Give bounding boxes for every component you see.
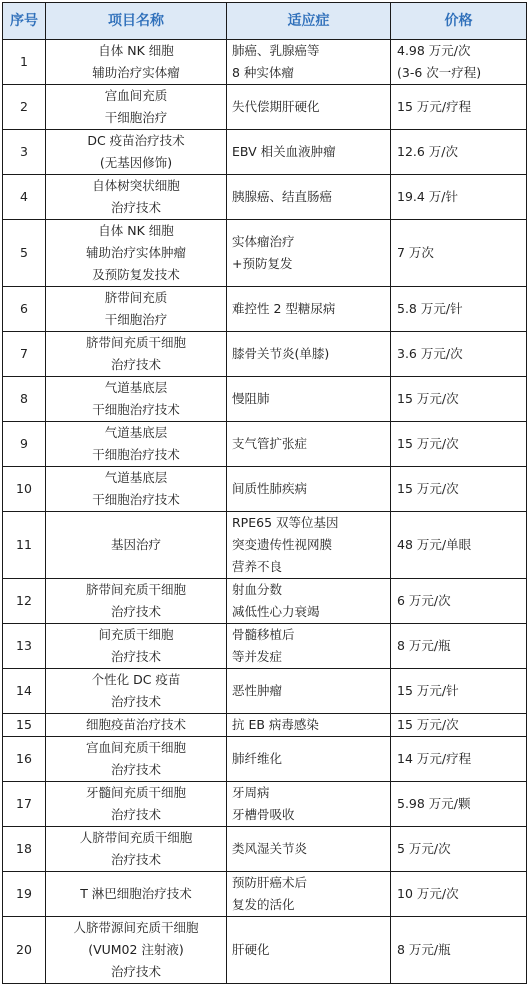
price-cell [391,422,527,467]
price-cell [391,624,527,669]
indication-cell-line: 营养不良 [232,559,283,574]
indication-cell-line: 肺癌、乳腺癌等 [232,43,320,58]
row-index: 11 [3,512,46,579]
indication-cell [227,714,391,737]
indication-cell [227,85,391,130]
table-row [3,872,527,917]
indication-cell-line: 实体瘤治疗 [232,234,295,249]
row-index: 5 [3,220,46,287]
project-name-cell [46,40,227,85]
price-cell [391,467,527,512]
row-index: 6 [3,287,46,332]
price-cell-line: 19.4 万/针 [397,189,459,204]
indication-cell-line: 骨髓移植后 [232,627,295,642]
header-price: 价格 [391,3,527,40]
header-project-name: 项目名称 [46,3,227,40]
project-name-cell [46,782,227,827]
project-name-cell-line: 辅助治疗实体肿瘤 [85,245,186,260]
table-row [3,669,527,714]
project-name-cell-line: 治疗技术 [110,852,161,867]
project-name-cell-line: 治疗技术 [110,807,161,822]
price-cell-line: 15 万元/针 [397,683,459,698]
indication-cell-line: RPE65 双等位基因 [232,515,339,530]
price-cell [391,827,527,872]
row-index: 10 [3,467,46,512]
price-cell [391,377,527,422]
project-name-cell-line: 气道基底层 [104,380,168,395]
project-name-cell [46,624,227,669]
price-cell-line: 48 万元/单眼 [397,537,472,552]
price-cell [391,220,527,287]
table-row [3,422,527,467]
price-cell-line: (3-6 次一疗程) [397,65,482,80]
project-name-cell [46,175,227,220]
project-name-cell-line: 脐带间充质干细胞 [85,582,186,597]
project-name-cell-line: 脐带间充质 [104,290,168,305]
table-row [3,512,527,579]
project-name-cell-line: 脐带间充质干细胞 [85,335,186,350]
table-row [3,624,527,669]
price-cell [391,872,527,917]
indication-cell-line: 难控性 2 型糖尿病 [232,301,336,316]
indication-cell-line: 慢阻肺 [232,391,270,406]
indication-cell-line: 牙周病 [232,785,270,800]
header-indication: 适应症 [227,3,391,40]
price-cell-line: 14 万元/疗程 [397,751,472,766]
indication-cell [227,827,391,872]
price-cell-line: 7 万次 [397,245,434,260]
project-name-cell-line: 人脐带间充质干细胞 [79,830,193,845]
indication-cell [227,512,391,579]
indication-cell-line: 肝硬化 [232,942,270,957]
indication-cell [227,579,391,624]
price-cell [391,782,527,827]
table-row [3,40,527,85]
project-name-cell [46,872,227,917]
table-row [3,377,527,422]
price-cell [391,512,527,579]
price-cell [391,917,527,984]
indication-cell [227,175,391,220]
price-cell-line: 12.6 万/次 [397,144,459,159]
table-row [3,467,527,512]
indication-cell [227,332,391,377]
row-index: 13 [3,624,46,669]
table-row [3,579,527,624]
price-cell [391,332,527,377]
project-name-cell-line: 治疗技术 [110,964,161,979]
project-name-cell-line: 治疗技术 [110,694,161,709]
project-name-cell [46,714,227,737]
project-name-cell-line: 宫血间充质 [104,88,168,103]
project-name-cell [46,512,227,579]
indication-cell [227,40,391,85]
price-cell [391,40,527,85]
row-index: 12 [3,579,46,624]
project-name-cell [46,467,227,512]
project-name-cell-line: 治疗技术 [110,357,161,372]
table-body [3,40,527,984]
row-index: 14 [3,669,46,714]
row-index: 1 [3,40,46,85]
price-cell-line: 5.98 万元/颗 [397,796,471,811]
project-name-cell-line: 基因治疗 [110,537,161,552]
header-index: 序号 [3,3,46,40]
indication-cell-line: 牙槽骨吸收 [232,807,295,822]
indication-cell-line: 肺纤维化 [232,751,283,766]
indication-cell-line: 突变遗传性视网膜 [232,537,333,552]
indication-cell [227,624,391,669]
project-name-cell-line: 治疗技术 [110,200,161,215]
project-name-cell-line: 干细胞治疗技术 [92,492,180,507]
project-name-cell-line: 治疗技术 [110,649,161,664]
indication-cell [227,737,391,782]
project-name-cell-line: DC 疫苗治疗技术 [87,133,185,148]
row-index: 17 [3,782,46,827]
project-name-cell-line: 气道基底层 [104,470,168,485]
indication-cell [227,467,391,512]
project-name-cell [46,422,227,467]
project-name-cell-line: 治疗技术 [110,762,161,777]
project-name-cell [46,287,227,332]
price-cell-line: 6 万元/次 [397,593,451,608]
table-row [3,782,527,827]
project-name-cell-line: 及预防复发技术 [92,267,180,282]
price-cell-line: 8 万元/瓶 [397,942,451,957]
project-name-cell-line: 气道基底层 [104,425,168,440]
indication-cell [227,422,391,467]
row-index: 8 [3,377,46,422]
indication-cell-line: 复发的活化 [232,897,295,912]
project-name-cell-line: 干细胞治疗 [104,110,168,125]
indication-cell-line: 恶性肿瘤 [232,683,283,698]
project-name-cell-line: 人脐带源间充质干细胞 [73,920,199,935]
row-index: 19 [3,872,46,917]
project-name-cell-line: T 淋巴细胞治疗技术 [80,886,192,901]
project-name-cell-line: 间充质干细胞 [98,627,174,642]
table-row [3,917,527,984]
indication-cell [227,669,391,714]
price-cell-line: 4.98 万元/次 [397,43,471,58]
row-index: 18 [3,827,46,872]
treatment-price-table [2,2,527,984]
table-header-row [3,3,527,40]
price-cell-line: 10 万元/次 [397,886,459,901]
price-cell-line: 15 万元/疗程 [397,99,472,114]
indication-cell [227,782,391,827]
indication-cell [227,872,391,917]
indication-cell-line: 膝骨关节炎(单膝) [232,346,330,361]
row-index: 20 [3,917,46,984]
project-name-cell-line: 宫血间充质干细胞 [85,740,186,755]
price-cell-line: 5 万元/次 [397,841,451,856]
price-cell [391,287,527,332]
project-name-cell-line: 干细胞治疗 [104,312,168,327]
project-name-cell [46,827,227,872]
project-name-cell-line: 治疗技术 [110,604,161,619]
indication-cell-line: 预防肝癌术后 [232,875,308,890]
price-cell-line: 5.8 万元/针 [397,301,463,316]
price-cell-line: 8 万元/瓶 [397,638,451,653]
project-name-cell [46,130,227,175]
table-row [3,827,527,872]
indication-cell-line: 失代偿期肝硬化 [232,99,320,114]
project-name-cell [46,377,227,422]
project-name-cell [46,85,227,130]
project-name-cell-line: 牙髓间充质干细胞 [85,785,186,800]
table-row [3,85,527,130]
indication-cell-line: 减低性心力衰竭 [232,604,320,619]
indication-cell-line: +预防复发 [232,256,293,271]
price-cell-line: 15 万元/次 [397,717,459,732]
indication-cell-line: 等并发症 [232,649,283,664]
table-row [3,287,527,332]
table-row [3,332,527,377]
indication-cell-line: 射血分数 [232,582,283,597]
row-index: 15 [3,714,46,737]
price-cell [391,669,527,714]
table-row [3,220,527,287]
row-index: 9 [3,422,46,467]
project-name-cell-line: (VUM02 注射液) [88,942,184,957]
row-index: 3 [3,130,46,175]
indication-cell [227,917,391,984]
indication-cell-line: 间质性肺疾病 [232,481,308,496]
indication-cell [227,287,391,332]
indication-cell [227,377,391,422]
project-name-cell [46,220,227,287]
project-name-cell [46,332,227,377]
project-name-cell [46,579,227,624]
price-cell [391,714,527,737]
row-index: 4 [3,175,46,220]
project-name-cell-line: 个性化 DC 疫苗 [91,672,181,687]
table-row [3,714,527,737]
price-cell-line: 15 万元/次 [397,391,459,406]
price-cell-line: 15 万元/次 [397,436,459,451]
project-name-cell-line: 干细胞治疗技术 [92,402,180,417]
row-index: 7 [3,332,46,377]
indication-cell-line: 类风湿关节炎 [232,841,308,856]
indication-cell-line: 抗 EB 病毒感染 [232,717,319,732]
project-name-cell [46,669,227,714]
row-index: 2 [3,85,46,130]
project-name-cell-line: 辅助治疗实体瘤 [92,65,180,80]
project-name-cell [46,737,227,782]
table-row [3,737,527,782]
table-row [3,175,527,220]
row-index: 16 [3,737,46,782]
project-name-cell-line: 自体树突状细胞 [92,178,180,193]
price-cell [391,175,527,220]
indication-cell-line: EBV 相关血液肿瘤 [232,144,336,159]
project-name-cell [46,917,227,984]
project-name-cell-line: 干细胞治疗技术 [92,447,180,462]
price-cell [391,737,527,782]
price-cell-line: 3.6 万元/次 [397,346,463,361]
project-name-cell-line: 自体 NK 细胞 [98,223,174,238]
indication-cell-line: 胰腺癌、结直肠癌 [232,189,333,204]
price-cell [391,579,527,624]
project-name-cell-line: (无基因修饰) [99,155,173,170]
indication-cell-line: 8 种实体瘤 [232,65,294,80]
project-name-cell-line: 细胞疫苗治疗技术 [85,717,186,732]
price-cell [391,130,527,175]
table-row [3,130,527,175]
price-cell-line: 15 万元/次 [397,481,459,496]
indication-cell-line: 支气管扩张症 [232,436,308,451]
indication-cell [227,220,391,287]
price-cell [391,85,527,130]
project-name-cell-line: 自体 NK 细胞 [98,43,174,58]
indication-cell [227,130,391,175]
